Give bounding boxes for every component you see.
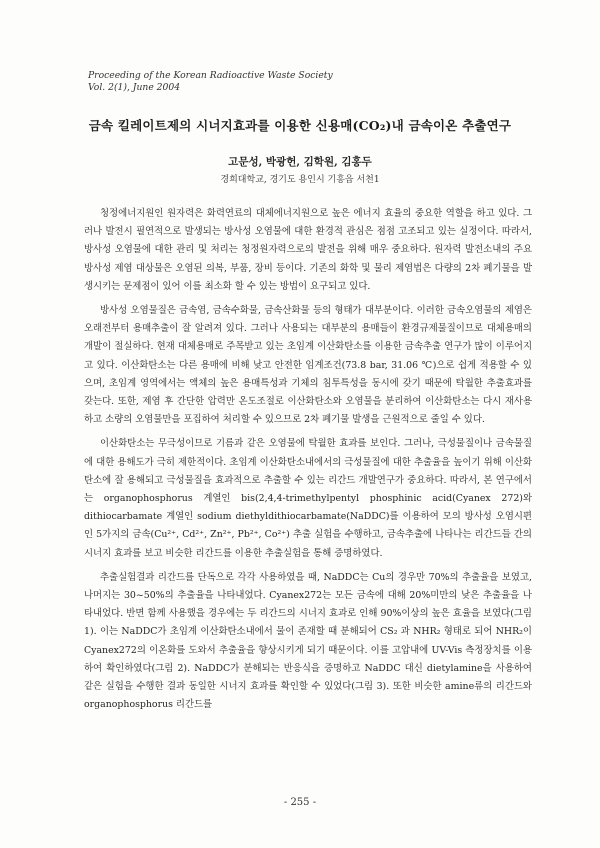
body-text: [84, 205, 532, 720]
paragraph: 이산화탄소는 무극성이므로 기름과 같은 오염물에 탁월한 효과를 보인다. 그러나, 극성물질이나 금속물질에 대한 용해도가 극히 제한적이다. 초임계 이산화탄소내에서의 극성물질에 대한 추출율을 높이기 위해 이산화탄소에 잘 용해되고 극성물질을 효과적으로 추출할 수 있는 리간드 개발연구가 중요하다. 따라서, 본 연구에서는 organophosphorus 계열인 bis(2,4,4-trimethylpentyl phosphinic acid(Cyanex 272)와 dithiocarbamate 계열인 sodium diethyldithiocarbamate(NaDDC)를 이용하여 모의 방사성 오염시편인 5가지의 금속(Cu²⁺, Cd²⁺, Zn²⁺, Pb²⁺, Co²⁺) 추출 실험을 수행하고, 금속추출에 나타나는 리간드들 간의 시너지 효과를 보고 비슷한 리간드를 이용한 추출실험을 통해 증명하였다.: [84, 438, 532, 559]
paper-title: 금속 킬레이트제의 시너지효과를 이용한 신용매(CO₂)내 금속이온 추출연구: [88, 118, 512, 133]
authors: 고문성, 박광헌, 김학원, 김홍두: [228, 156, 372, 168]
page-number: - 255 -: [283, 797, 317, 808]
affiliation: 경희대학교, 경기도 용인시 기흥읍 서천1: [220, 175, 380, 185]
header-line-2: Vol. 2(1), June 2004: [88, 82, 181, 93]
header-line-1: Proceeding of the Korean Radioactive Waste Society: [88, 70, 333, 81]
paragraph: 청정에너지원인 원자력은 화력연료의 대체에너지원으로 높은 에너지 효율의 중요한 역할을 하고 있다. 그러나 발전시 필연적으로 발생되는 방사성 오염물에 대한 환경적 관심은 점점 고조되고 있는 실정이다. 따라서, 방사성 오염물에 대한 관리 및 처리는 청정원자력으로의 발전을 위해 매우 중요하다. 원자력 발전소내의 주요 방사성 제염 대상물은 오염된 의복, 부품, 장비 등이다. 기존의 화학 및 물리 제염법은 다량의 2차 폐기물을 발생시키는 문제점이 있어 이를 최소화 할 수 있는 방법이 요구되고 있다.: [84, 208, 532, 292]
paragraph: 방사성 오염물질은 금속염, 금속수화물, 금속산화물 등의 형태가 대부분이다. 이러한 금속오염물의 제염은 오래전부터 용매추출이 잘 알려져 있다. 그러나 사용되는 대부분의 용매들이 환경규제물질이므로 대체용매의 개발이 절실하다. 현재 대체용매로 주목받고 있는 초임계 이산화탄소를 이용한 금속추출 연구가 많이 이루어지고 있다. 이산화탄소는 다른 용매에 비해 낮고 안전한 임계조건(73.8 bar, 31.06 ℃)으로 쉽게 적용할 수 있으며, 초임계 영역에서는 액체의 높은 용매특성과 기체의 침투특성을 동시에 갖기 때문에 탁월한 추출효과를 갖는다. 또한, 제염 후 간단한 압력만 온도조절로 이산화탄소와 오염물을 분리하여 이산화탄소는 다시 재사용하고 소량의 오염물만을 포집하여 처리할 수 있으므로 2차 폐기물 발생을 근원적으로 줄일 수 있다.: [84, 305, 532, 426]
proceeding-header: [88, 70, 333, 94]
paragraph: 추출실험결과 리간드를 단독으로 각각 사용하였을 때, NaDDC는 Cu의 경우만 70%의 추출율을 보였고, 나머지는 30~50%의 추출율을 나타내었다. Cyanex272는 모든 금속에 대해 20%미만의 낮은 추출율을 나타내었다. 반면 함께 사용했을 경우에는 두 리간드의 시너지 효과로 인해 90%이상의 높은 효율을 보였다(그림 1). 이는 NaDDC가 초임계 이산화탄소내에서 물이 존재할 때 분해되어 CS₂ 과 NHR₂ 형태로 되어 NHR₂이 Cyanex272의 이온화를 도와서 추출율을 향상시키게 되기 때문이다. 이를 고압내에 UV-Vis 측정장치를 이용하여 확인하였다(그림 2). NaDDC가 분해되는 반응식을 증명하고 NaDDC 대신 dietylamine을 사용하여 같은 실험을 수행한 결과 동일한 시너지 효과를 확인할 수 있었다(그림 3). 또한 비슷한 amine류의 리간드와 organophosphorus 리간드를: [84, 571, 532, 711]
